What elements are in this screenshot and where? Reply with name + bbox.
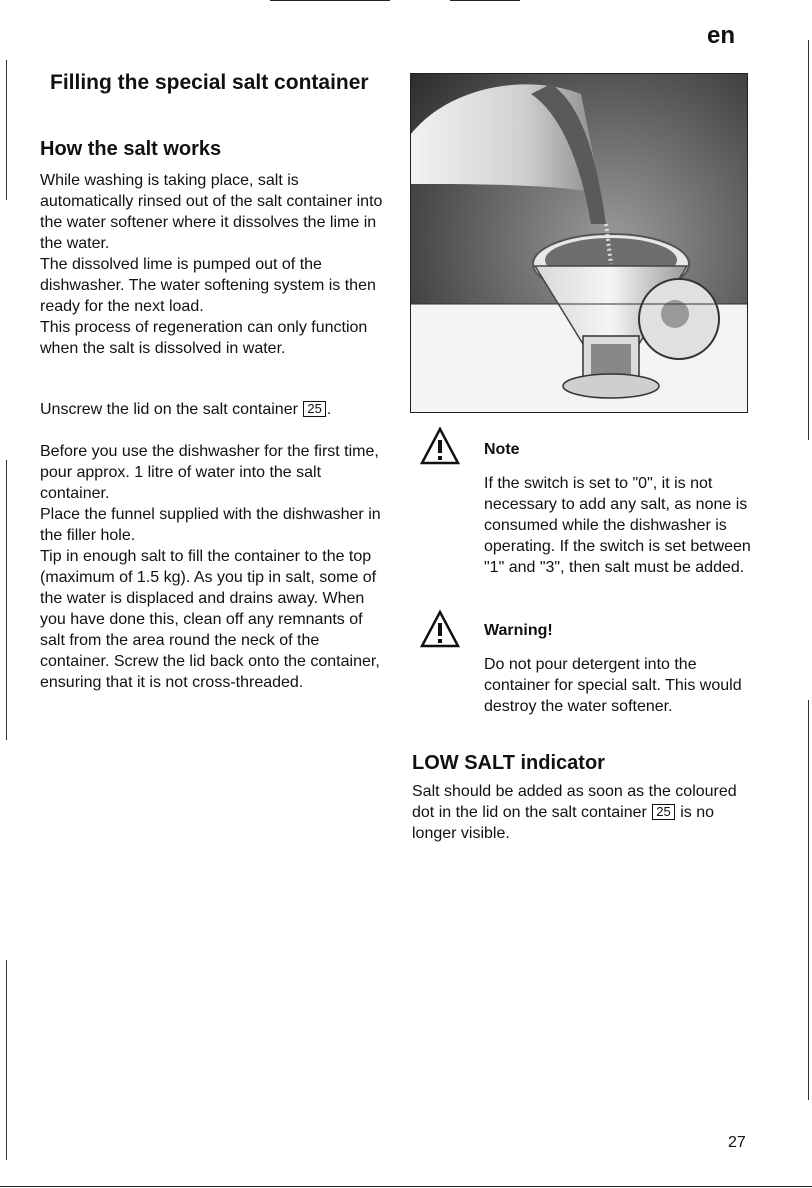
left-scan-edge	[6, 60, 7, 200]
right-scan-edge	[808, 700, 809, 1100]
section-heading: Filling the special salt container	[50, 71, 369, 94]
unscrew-instruction	[40, 399, 385, 420]
note-label: Note	[484, 441, 520, 458]
salt-explanation	[40, 170, 385, 359]
warning-triangle-icon	[420, 609, 460, 649]
warning-triangle-icon	[420, 426, 460, 466]
salt-funnel-photo	[410, 73, 748, 413]
bottom-edge-rule	[0, 1186, 812, 1187]
filling-instructions	[40, 441, 385, 693]
paragraph: Before you use the dishwasher for the first time, pour approx. 1 litre of water into the salt container.	[40, 443, 379, 502]
note-text: If the switch is set to "0", it is not necessary to add any salt, as none is consumed while the dishwasher is operating. If the switch is set between "1" and "3", then salt must be added.	[484, 475, 751, 576]
sentence-end: .	[326, 401, 332, 418]
funnel-illustration	[411, 74, 747, 412]
left-scan-edge	[6, 960, 7, 1160]
top-edge-mark	[450, 0, 520, 1]
paragraph: Tip in enough salt to fill the container to the top (maximum of 1.5 kg). As you tip in salt, some of the water is displaced and drains away. When you have done this, clean off any remnants of salt from the area round the neck of the container. Screw the lid back onto the container, ensuring that it is not cross-threaded.	[40, 548, 380, 691]
left-scan-edge	[6, 460, 7, 740]
low-salt-text	[412, 781, 757, 844]
paragraph: This process of regeneration can only function when the salt is dissolved in water.	[40, 319, 368, 357]
paragraph: The dissolved lime is pumped out of the dishwasher. The water softening system is then ready for the next load.	[40, 256, 376, 315]
paragraph: Place the funnel supplied with the dishwasher in the filler hole.	[40, 506, 381, 544]
unscrew-text: Unscrew the lid on the salt container	[40, 401, 298, 418]
low-salt-text-after: is no longer visible.	[412, 804, 714, 842]
top-edge-mark	[270, 0, 390, 1]
figure-reference-badge: 25	[303, 401, 325, 417]
page-number: 27	[728, 1134, 746, 1151]
subsection-heading: How the salt works	[40, 138, 222, 160]
figure-reference-badge: 25	[652, 804, 674, 820]
low-salt-heading: LOW SALT indicator	[412, 752, 605, 774]
right-scan-edge	[808, 40, 809, 440]
language-code: en	[707, 22, 736, 49]
paragraph: While washing is taking place, salt is automatically rinsed out of the salt container into the water softener where it dissolves the lime in the water.	[40, 172, 383, 252]
warning-label: Warning!	[484, 622, 553, 639]
warning-text: Do not pour detergent into the container for special salt. This would destroy the water softener.	[484, 656, 742, 715]
low-salt-text-before: Salt should be added as soon as the coloured dot in the lid on the salt container	[412, 783, 737, 821]
